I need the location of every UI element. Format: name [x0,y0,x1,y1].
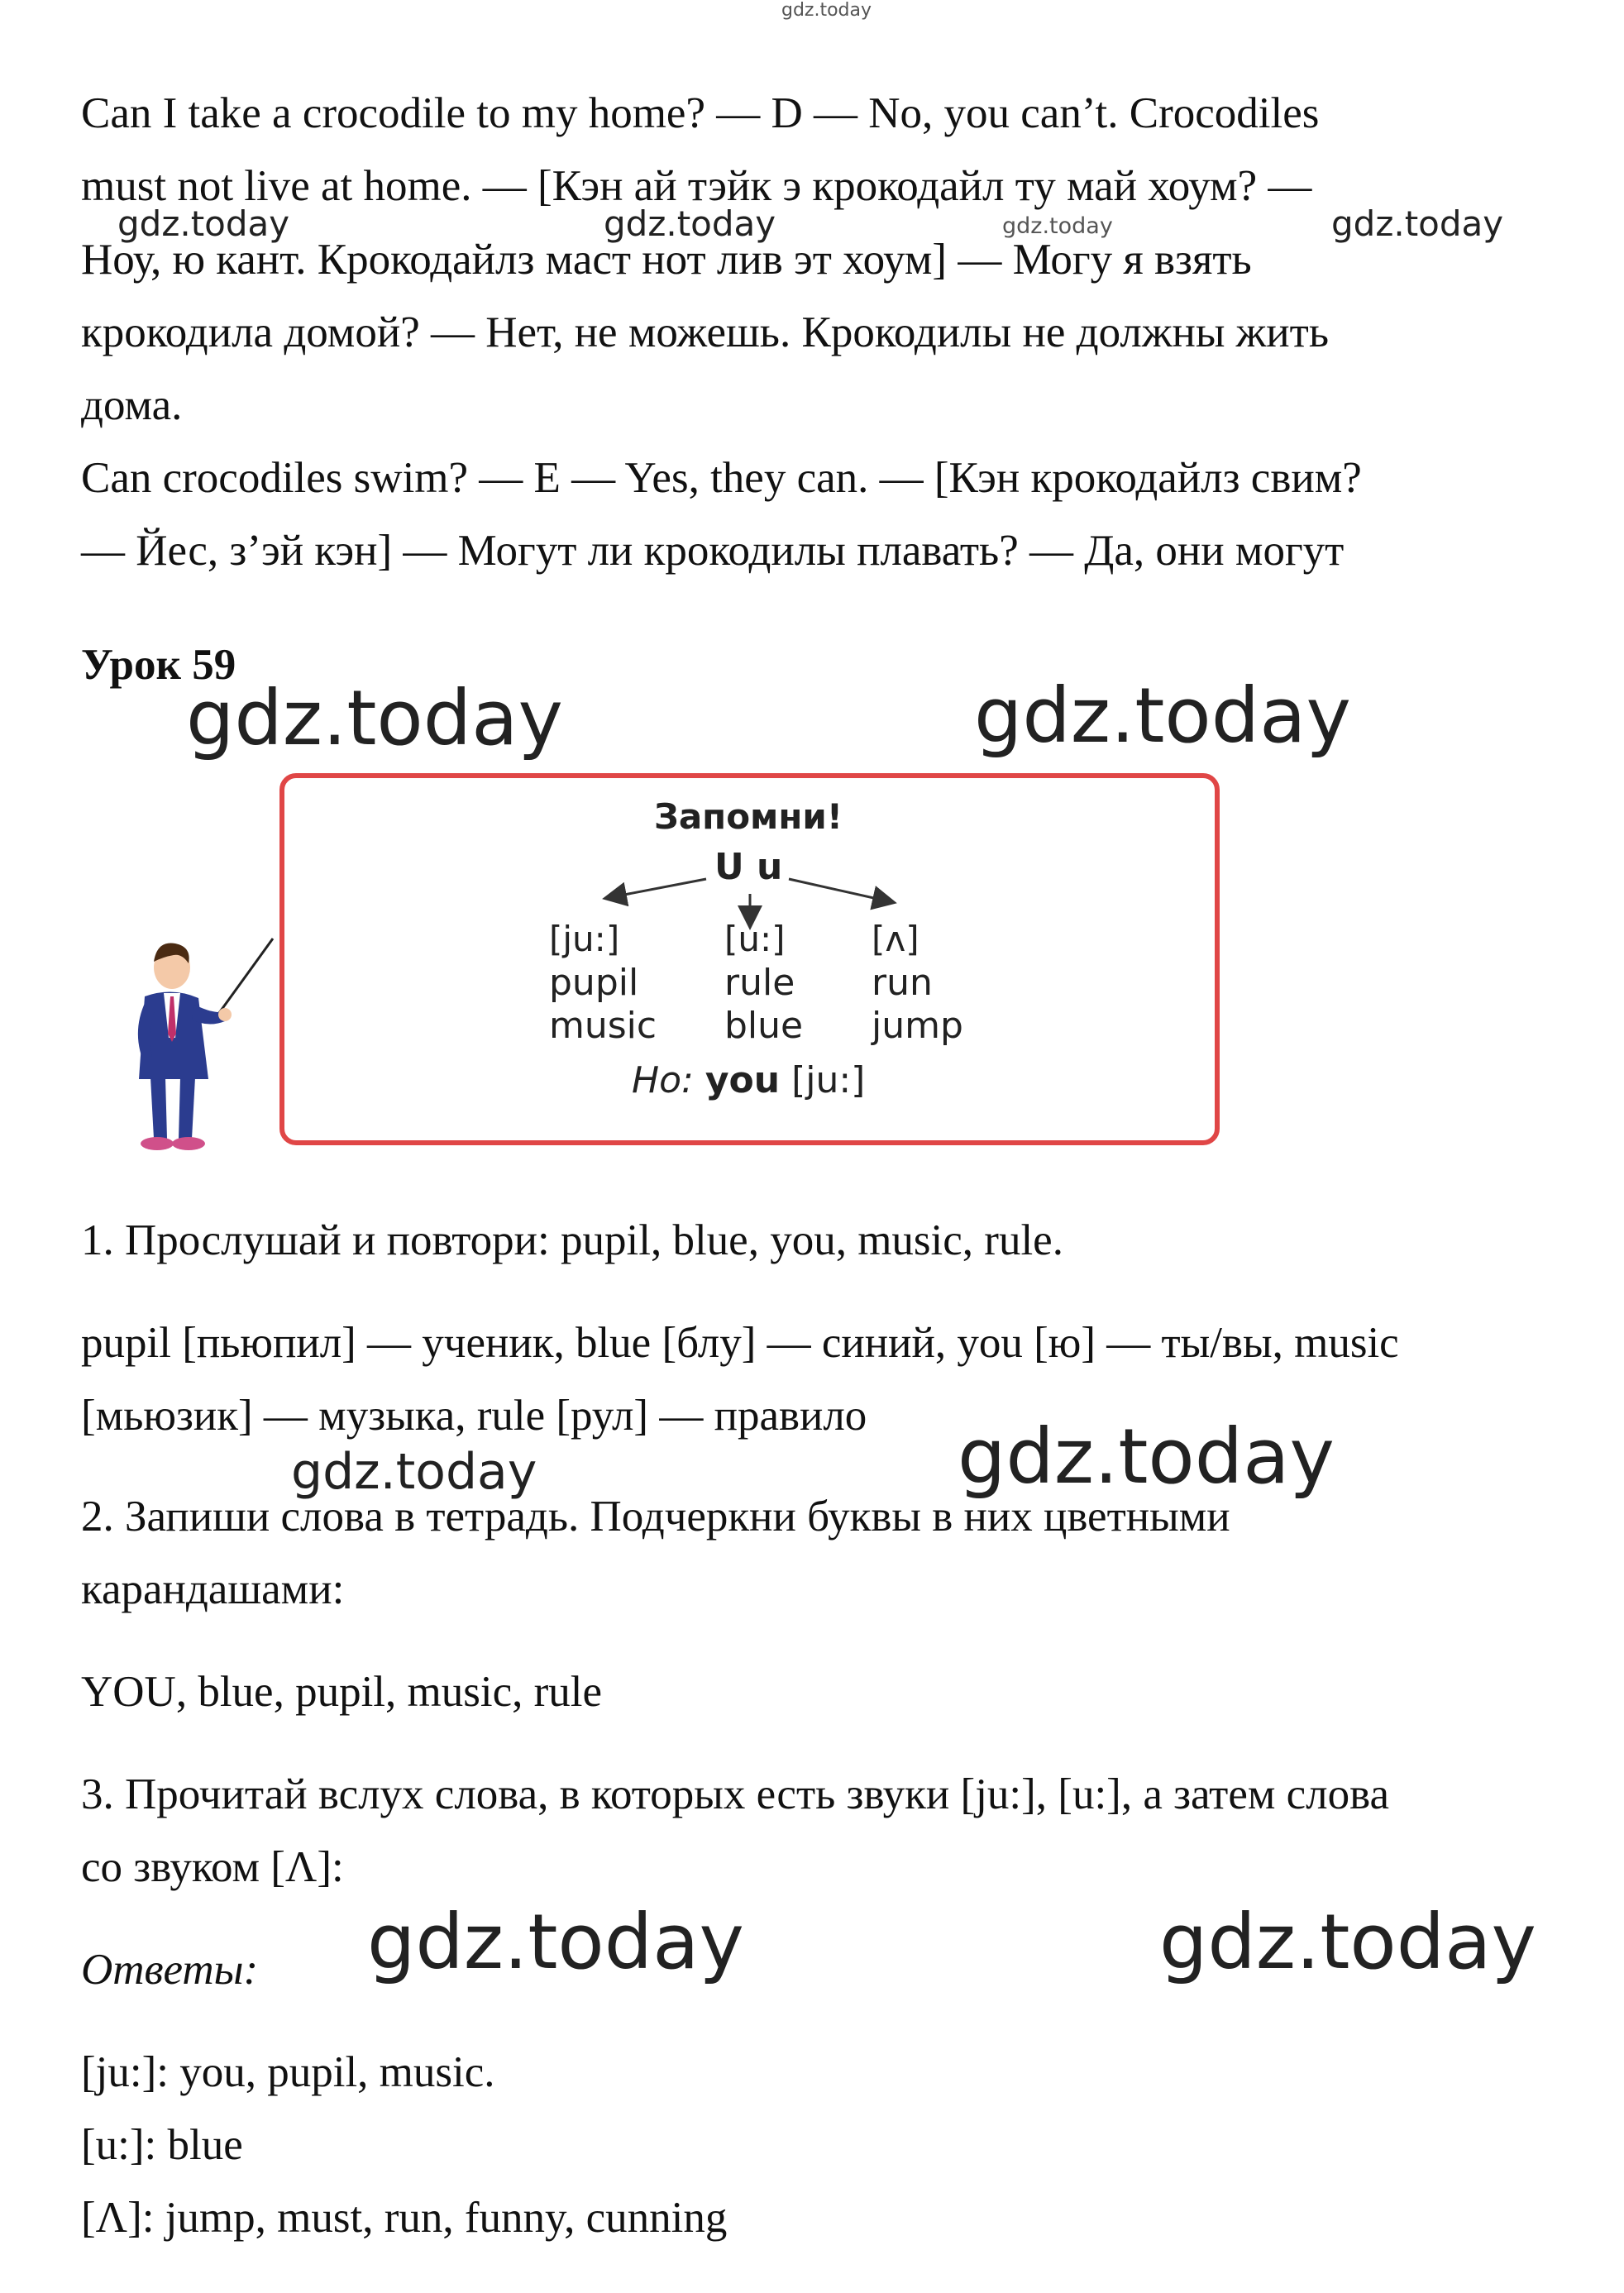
rule-box-sound-2: [u:] [724,919,786,959]
rule-box-sound-3: [ʌ] [872,919,919,959]
paragraph1-line4: крокодила домой? — Нет, не можешь. Крокодилы не должны жить [81,308,1329,356]
answer-u: [u:]: blue [81,2121,243,2169]
task1-line2: [мьюзик] — музыка, rule [рул] — правило [81,1392,867,1440]
watermark: gdz.today [1002,213,1113,239]
rule-box-word: music [549,1005,657,1047]
rule-box-sound-1: [ju:] [549,919,620,959]
paragraph1-line5: дома. [81,381,183,429]
rule-box-word: blue [724,1005,804,1047]
rule-box-note-word: you [705,1059,781,1101]
task3-line1: 3. Прочитай вслух слова, в которых есть звуки [ju:], [u:], а затем слова [81,1770,1389,1818]
task3-line2: со звуком [Λ]: [81,1843,344,1891]
rule-box-note-prefix: Но: [632,1059,694,1101]
watermark: gdz.today [1331,203,1504,244]
lesson-heading: Урок 59 [81,641,236,689]
rule-box-word: run [872,962,933,1004]
rule-box-title: Запомни! [654,796,843,837]
watermark: gdz.today [117,203,290,244]
watermark: gdz.today [291,1443,537,1501]
task2-answer: YOU, blue, pupil, music, rule [81,1668,603,1716]
rule-box-word: jump [872,1005,963,1047]
rule-box-note-sound: [ju:] [791,1059,866,1101]
teacher-illustration [116,922,281,1162]
task1-line1: pupil [пьюпил] — ученик, blue [блу] — синий, you [ю] — ты/вы, music [81,1319,1399,1367]
answer-ju: [ju:]: you, pupil, music. [81,2048,495,2096]
watermark: gdz.today [186,674,563,762]
watermark: gdz.today [1159,1898,1536,1986]
task2-line2: карандашами: [81,1565,345,1613]
answers-label: Ответы: [81,1946,259,1994]
answer-lambda: [Λ]: jump, must, run, funny, cunning [81,2194,728,2242]
watermark: gdz.today [604,203,776,244]
paragraph2-line1: Can crocodiles swim? — E — Yes, they can. — [Кэн крокодайлз свим? [81,454,1362,502]
task1-title: 1. Прослушай и повтори: pupil, blue, you, music, rule. [81,1216,1063,1264]
watermark: gdz.today [958,1412,1335,1501]
watermark-top: gdz.today [781,0,872,21]
watermark: gdz.today [974,671,1351,760]
paragraph1-line3: Ноу, ю кант. Крокодайлз маст нот лив эт хоум] — Могу я взять [81,236,1252,284]
watermark: gdz.today [367,1898,744,1986]
paragraph2-line2: — Йес, з’эй кэн] — Могут ли крокодилы плавать? — Да, они могут [81,527,1345,575]
paragraph1-line1: Can I take a crocodile to my home? — D — No, you can’t. Crocodiles [81,89,1320,137]
rule-box-letter: U u [714,846,783,888]
rule-box-word: rule [724,962,795,1004]
rule-box-note [632,1059,865,1101]
task2-line1: 2. Запиши слова в тетрадь. Подчеркни буквы в них цветными [81,1493,1230,1541]
paragraph1-line2: must not live at home. — [Кэн ай тэйк э крокодайл ту май хоум? — [81,162,1312,210]
rule-box-word: pupil [549,962,639,1004]
rule-box [279,773,1220,1145]
